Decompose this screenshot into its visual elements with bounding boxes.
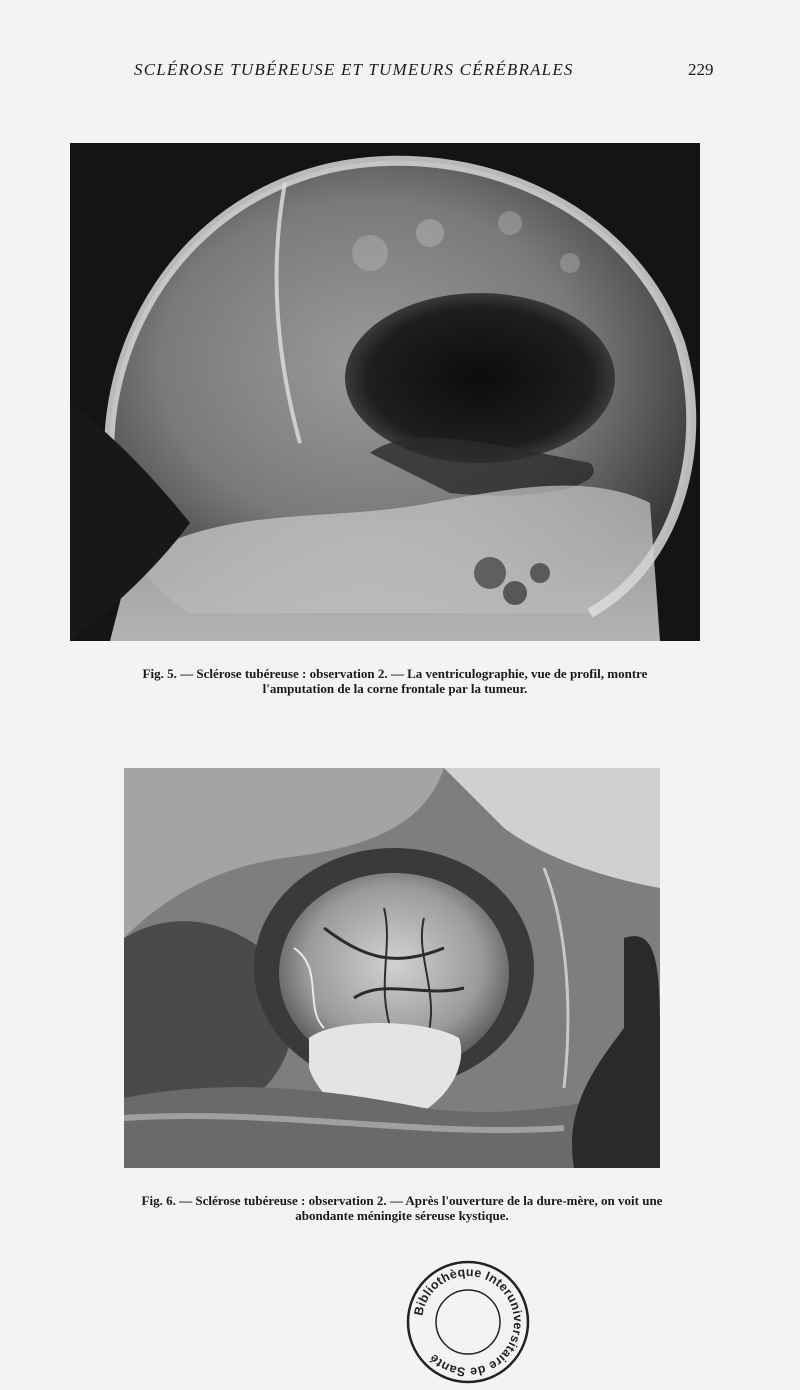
figure-5-caption	[85, 666, 705, 696]
figure-5-caption-line-2: l'amputation de la corne frontale par la tumeur.	[262, 681, 528, 696]
figure-5-caption-line-1: Fig. 5. — Sclérose tubéreuse : observation 2. — La ventriculographie, vue de profil, montre	[142, 666, 648, 681]
figure-6-caption-line-1: Fig. 6. — Sclérose tubéreuse : observation 2. — Après l'ouverture de la dure-mère, on voit une	[141, 1193, 663, 1208]
surgical-photo-drawing	[124, 768, 660, 1168]
figure-6-caption-line-2: abondante méningite séreuse kystique.	[295, 1208, 509, 1223]
library-stamp	[405, 1259, 531, 1385]
page-header	[0, 60, 800, 84]
skull-xray-drawing	[70, 143, 700, 641]
figure-6-surgical-photo	[124, 768, 660, 1168]
svg-text:Bibliothèque Interuniversitair: Bibliothèque Interuniversitaire de Santé	[411, 1264, 526, 1380]
figure-5-xray-image	[70, 143, 700, 641]
page-number: 229	[688, 60, 714, 79]
library-stamp-seal	[405, 1259, 531, 1385]
running-title: SCLÉROSE TUBÉREUSE ET TUMEURS CÉRÉBRALES	[134, 60, 574, 79]
figure-6-caption	[82, 1193, 722, 1223]
